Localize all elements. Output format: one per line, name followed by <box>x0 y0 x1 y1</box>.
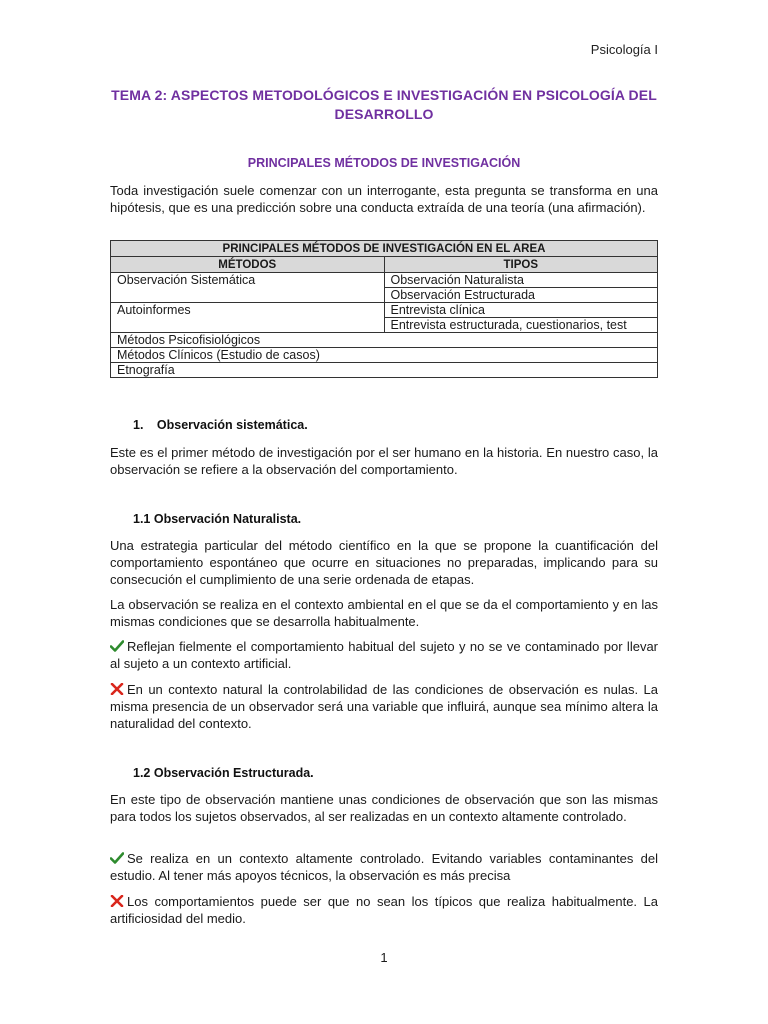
section-1-heading <box>133 418 308 432</box>
cross-icon <box>110 895 124 907</box>
table-title: PRINCIPALES MÉTODOS DE INVESTIGACIÓN EN EL AREA <box>111 241 658 257</box>
intro-paragraph: Toda investigación suele comenzar con un interrogante, esta pregunta se transforma en una hipótesis, que es una predicción sobre una conducta extraída de una teoría (una afirmación). <box>110 183 658 215</box>
section-subtitle: PRINCIPALES MÉTODOS DE INVESTIGACIÓN <box>247 156 521 170</box>
section-1-1-con <box>110 681 658 732</box>
page-number: 1 <box>380 950 388 965</box>
section-1-2-con <box>110 893 658 927</box>
pro-text: Reflejan fielmente el comportamiento habitual del sujeto y no se ve contaminado por llevar al sujeto a un contexto artificial. <box>110 639 658 671</box>
method-etnografia: Etnografía <box>111 363 658 378</box>
section-1-2-pro <box>110 850 658 884</box>
con-text: En un contexto natural la controlabilidad de las condiciones de observación es nulas. La misma presencia de un observador será una variable que influirá, aunque sea mínimo altera la naturalidad del contexto. <box>110 682 658 731</box>
methods-table <box>110 240 658 378</box>
check-icon <box>110 852 124 864</box>
method-psicofisiologicos: Métodos Psicofisiológicos <box>111 333 658 348</box>
con-text: Los comportamientos puede ser que no sean los típicos que realiza habitualmente. La artificiosidad del medio. <box>110 894 658 926</box>
page-title <box>110 86 658 124</box>
check-icon <box>110 640 124 652</box>
section-1-1-pro <box>110 638 658 672</box>
section-1-paragraph: Este es el primer método de investigación por el ser humano en la historia. En nuestro caso, la observación se refiere a la observación del comportamiento. <box>110 445 658 477</box>
type-naturalista: Observación Naturalista <box>384 273 658 288</box>
col-header-methods: MÉTODOS <box>111 257 385 273</box>
method-observation: Observación Sistemática <box>111 273 385 303</box>
type-entrevista-estructurada: Entrevista estructurada, cuestionarios, test <box>384 318 658 333</box>
cross-icon <box>110 683 124 695</box>
title-line-2: DESARROLLO <box>334 106 434 122</box>
section-1-number: 1. <box>133 418 144 432</box>
method-autoinformes: Autoinformes <box>111 303 385 333</box>
type-estructurada: Observación Estructurada <box>384 288 658 303</box>
section-1-title: Observación sistemática. <box>156 418 308 432</box>
section-1-2-paragraph-1: En este tipo de observación mantiene unas condiciones de observación que son las mismas para todos los sujetos observados, al ser realizadas en un contexto altamente controlado. <box>110 792 658 824</box>
section-1-1-paragraph-2: La observación se realiza en el contexto ambiental en el que se da el comportamiento y en las mismas condiciones que se desarrolla habitualmente. <box>110 597 658 629</box>
section-1-1-paragraph-1: Una estrategia particular del método científico en la que se propone la cuantificación del comportamiento espontáneo que ocurre en situaciones no preparadas, implicando para su consecución el cumplimiento de una serie ordenada de etapas. <box>110 538 658 587</box>
pro-text: Se realiza en un contexto altamente controlado. Evitando variables contaminantes del estudio. Al tener más apoyos técnicos, la observación es más precisa <box>110 851 658 883</box>
title-line-1: TEMA 2: ASPECTOS METODOLÓGICOS E INVESTIGACIÓN EN PSICOLOGÍA DEL <box>111 87 657 103</box>
running-header: Psicología I <box>590 42 658 57</box>
type-entrevista-clinica: Entrevista clínica <box>384 303 658 318</box>
method-clinicos: Métodos Clínicos (Estudio de casos) <box>111 348 658 363</box>
section-1-2-heading: 1.2 Observación Estructurada. <box>133 766 314 780</box>
section-1-1-heading: 1.1 Observación Naturalista. <box>133 512 302 526</box>
col-header-types: TIPOS <box>384 257 658 273</box>
